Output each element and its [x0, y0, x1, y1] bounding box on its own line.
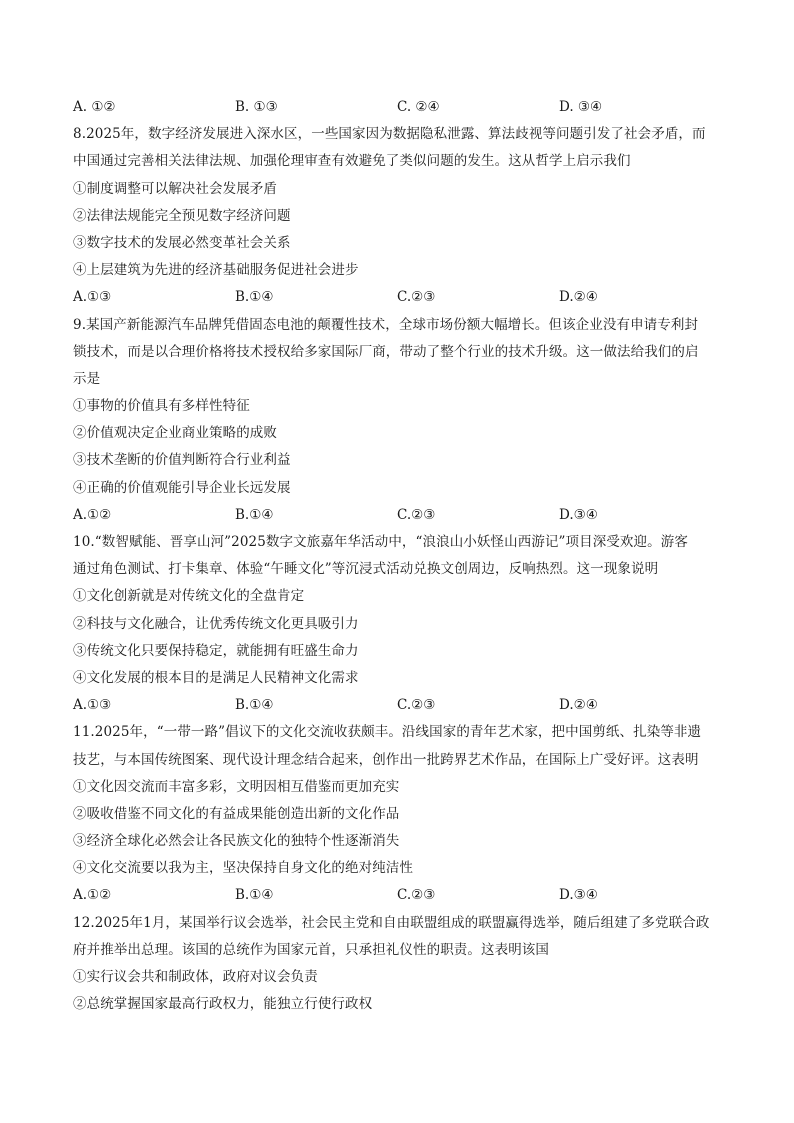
q8-option-d: D.②④ — [559, 289, 598, 306]
question-content — [73, 94, 723, 1018]
q10-option-c: C.②③ — [397, 697, 436, 714]
question-10 — [73, 529, 723, 719]
q12-item-1: ①实行议会共和制政体，政府对议会负责 — [73, 969, 318, 985]
q10-item-1: ①文化创新就是对传统文化的全盘肯定 — [73, 588, 305, 605]
question-9 — [73, 312, 723, 530]
q11-options — [73, 882, 723, 909]
q9-option-d: D.③④ — [559, 506, 598, 523]
question-8 — [73, 121, 723, 311]
q7-option-a: A. ①② — [73, 99, 116, 115]
q9-options — [73, 502, 723, 529]
q8-item-1: ①制度调整可以解决社会发展矛盾 — [73, 180, 277, 197]
q10-options — [73, 692, 723, 719]
q9-stem-line-1: 9.某国产新能源汽车品牌凭借固态电池的颠覆性技术，全球市场份额大幅增长。但该企业没有申请专利封 — [73, 316, 699, 333]
q8-option-c: C.②③ — [397, 289, 436, 306]
question-11 — [73, 719, 723, 909]
q11-stem-line-2: 技艺，与本国传统图案、现代设计理念结合起来，创作出一批跨界艺术作品，在国际上广受好评。这表明 — [73, 751, 699, 768]
q8-options — [73, 284, 723, 311]
q10-option-a: A.①③ — [73, 697, 112, 714]
q11-item-2: ②吸收借鉴不同文化的有益成果能创造出新的文化作品 — [73, 805, 400, 822]
q9-option-c: C.②③ — [397, 506, 436, 523]
q10-option-d: D.②④ — [559, 697, 598, 714]
q11-item-1: ①文化因交流而丰富多彩，文明因相互借鉴而更加充实 — [73, 778, 400, 795]
q11-stem-line-1: 11.2025年，“一带一路”倡议下的文化交流收获颇丰。沿线国家的青年艺术家，把中国剪纸、扎染等非遗 — [73, 724, 702, 741]
q10-item-4: ④文化发展的根本目的是满足人民精神文化需求 — [73, 669, 359, 686]
q8-stem-line-1: 8.2025年，数字经济发展进入深水区，一些国家因为数据隐私泄露、算法歧视等问题引发了社会矛盾，而 — [73, 126, 706, 143]
q11-option-a: A.①② — [73, 887, 112, 904]
q7-options — [73, 94, 723, 121]
q8-item-4: ④上层建筑为先进的经济基础服务促进社会进步 — [73, 262, 359, 279]
q9-item-3: ③技术垄断的价值判断符合行业利益 — [73, 452, 291, 469]
q11-option-b: B.①④ — [235, 887, 274, 904]
q9-item-4: ④正确的价值观能引导企业长远发展 — [73, 479, 291, 496]
q7-option-c: C. ②④ — [397, 99, 440, 115]
q12-item-2: ②总统掌握国家最高行政权力，能独立行使行政权 — [73, 996, 373, 1013]
q9-item-2: ②价值观决定企业商业策略的成败 — [73, 425, 277, 442]
q9-option-b: B.①④ — [235, 506, 274, 523]
q11-option-c: C.②③ — [397, 887, 436, 904]
q11-item-4: ④文化交流要以我为主，坚决保持自身文化的绝对纯洁性 — [73, 860, 413, 877]
q8-option-a: A.①③ — [73, 289, 112, 306]
q9-item-1: ①事物的价值具有多样性特征 — [73, 398, 250, 415]
q12-stem-line-2: 府并推举出总理。该国的总统作为国家元首，只承担礼仪性的职责。这表明该国 — [73, 941, 549, 958]
q7-option-d: D. ③④ — [559, 99, 603, 115]
q11-item-3: ③经济全球化必然会让各民族文化的独特个性逐渐消失 — [73, 833, 400, 850]
q11-option-d: D.③④ — [559, 887, 598, 904]
q8-item-2: ②法律法规能完全预见数字经济问题 — [73, 207, 291, 224]
q8-stem-line-2: 中国通过完善相关法律法规、加强伦理审查有效避免了类似问题的发生。这从哲学上启示我们 — [73, 153, 631, 170]
q8-item-3: ③数字技术的发展必然变革社会关系 — [73, 234, 291, 251]
q10-item-2: ②科技与文化融合，让优秀传统文化更具吸引力 — [73, 615, 359, 632]
q10-stem-line-1: 10.“数智赋能、晋享山河”2025数字文旅嘉年华活动中，“浪浪山小妖怪山西游记”项目深受欢迎。游客 — [73, 534, 688, 550]
q9-stem-line-3: 示是 — [73, 370, 101, 387]
q9-stem-line-2: 锁技术，而是以合理价格将技术授权给多家国际厂商，带动了整个行业的技术升级。这一做法给我们的启 — [73, 343, 699, 360]
q8-option-b: B.①④ — [235, 289, 274, 306]
q7-option-b: B. ①③ — [235, 99, 278, 115]
q10-stem-line-2: 通过角色测试、打卡集章、体验“午睡文化”等沉浸式活动兑换文创周边，反响热烈。这一现象说明 — [73, 561, 659, 578]
q9-option-a: A.①② — [73, 506, 112, 523]
q10-item-3: ③传统文化只要保持稳定，就能拥有旺盛生命力 — [73, 642, 359, 659]
q12-stem-line-1: 12.2025年1月，某国举行议会选举，社会民主党和自由联盟组成的联盟赢得选举，随后组建了多党联合政 — [73, 914, 710, 931]
question-12 — [73, 910, 723, 1019]
q10-option-b: B.①④ — [235, 697, 274, 714]
